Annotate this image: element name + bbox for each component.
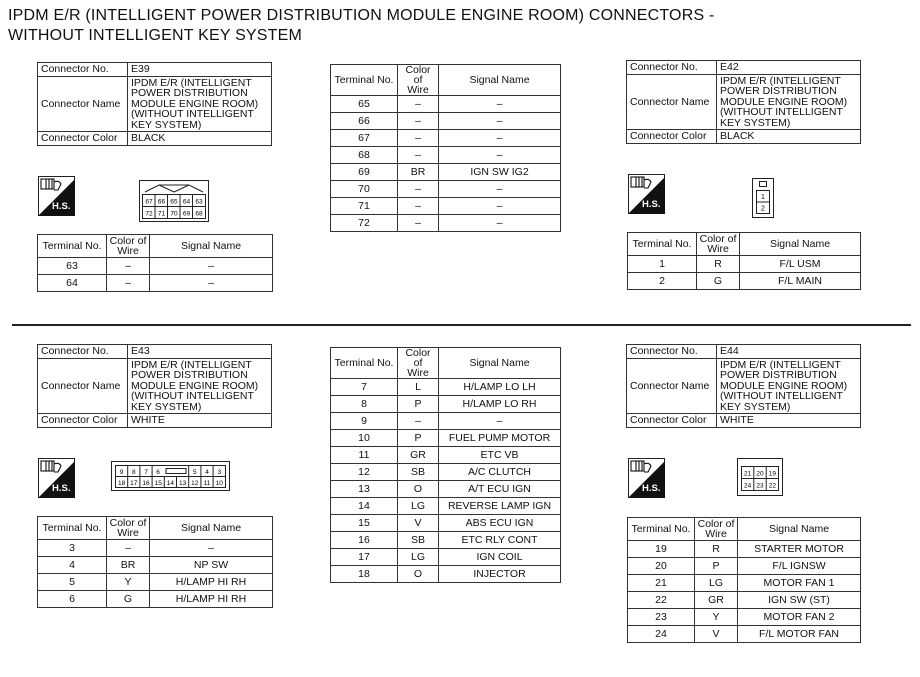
terminal-no-cell: 71 — [331, 198, 398, 215]
terminal-no-cell: 72 — [331, 215, 398, 232]
terminal-no-cell: 69 — [331, 164, 398, 181]
table-row — [331, 515, 561, 532]
e43-pin: 18 — [117, 480, 126, 487]
signal-name-cell: MOTOR FAN 2 — [738, 609, 861, 626]
color-of-wire-header — [398, 348, 439, 379]
terminal-no-cell: 13 — [331, 481, 398, 498]
terminal-no-cell: 4 — [38, 557, 107, 574]
wire-color-cell: – — [398, 96, 439, 113]
connector-no-label: Connector No. — [38, 345, 128, 359]
terminal-no-cell: 8 — [331, 396, 398, 413]
e42-pin: 1 — [761, 194, 765, 201]
terminal-no-cell: 7 — [331, 379, 398, 396]
e43-pin: 9 — [119, 469, 124, 476]
e43-pin: 8 — [131, 469, 136, 476]
table-row — [331, 147, 561, 164]
e43-pin: 4 — [205, 469, 209, 476]
e39-info-table — [37, 62, 272, 146]
table-row — [628, 541, 861, 558]
wire-color-cell: – — [398, 113, 439, 130]
terminal-no-cell: 18 — [331, 566, 398, 583]
signal-name-cell: FUEL PUMP MOTOR — [439, 430, 561, 447]
wire-color-cell: L — [398, 379, 439, 396]
connector-no-label: Connector No. — [627, 61, 717, 75]
wire-color-cell: – — [398, 130, 439, 147]
terminal-no-cell: 21 — [628, 575, 695, 592]
signal-name-cell: ETC RLY CONT — [439, 532, 561, 549]
e42-pin: 2 — [761, 205, 765, 213]
terminal-no-cell: 65 — [331, 96, 398, 113]
wire-color-cell: LG — [695, 575, 738, 592]
wire-color-cell: V — [695, 626, 738, 643]
table-row — [331, 164, 561, 181]
signal-name-header: Signal Name — [150, 235, 273, 258]
terminal-no-cell: 68 — [331, 147, 398, 164]
table-row — [331, 215, 561, 232]
wire-color-cell: – — [398, 215, 439, 232]
terminal-no-header: Terminal No. — [38, 235, 107, 258]
terminal-no-cell: 22 — [628, 592, 695, 609]
table-row — [331, 96, 561, 113]
signal-name-header: Signal Name — [150, 517, 273, 540]
terminal-no-cell: 24 — [628, 626, 695, 643]
color-of-wire-header-line1: Color of — [697, 518, 735, 530]
terminal-no-cell: 10 — [331, 430, 398, 447]
signal-name-cell: INJECTOR — [439, 566, 561, 583]
e39-pin: 67 — [145, 198, 153, 206]
color-of-wire-header — [398, 65, 439, 96]
e39-terminal-table — [37, 234, 273, 292]
e39-connector-face — [139, 180, 209, 222]
table-row — [331, 130, 561, 147]
e44-pin: 20 — [756, 470, 764, 478]
section-divider — [12, 324, 911, 326]
hs-label: H.S. — [642, 199, 661, 210]
title-line-1: IPDM E/R (INTELLIGENT POWER DISTRIBUTION MODULE ENGINE ROOM) CONNECTORS - — [8, 7, 715, 24]
wire-color-cell: R — [695, 541, 738, 558]
signal-name-cell: H/LAMP HI RH — [150, 591, 273, 608]
e44-pin: 19 — [768, 470, 777, 478]
table-row — [628, 256, 861, 273]
wire-color-cell: O — [398, 566, 439, 583]
wire-color-cell: GR — [695, 592, 738, 609]
e42-connector-color: BLACK — [717, 130, 861, 144]
e43-pin: 5 — [192, 469, 197, 476]
e44-terminal-table — [627, 517, 861, 643]
signal-name-cell: – — [439, 113, 561, 130]
table-row — [331, 113, 561, 130]
signal-name-cell: – — [150, 540, 273, 557]
signal-name-cell: – — [439, 96, 561, 113]
e39-pin: 65 — [170, 198, 178, 206]
terminal-no-header: Terminal No. — [628, 518, 695, 541]
e39-connector-color: BLACK — [128, 132, 272, 146]
e43-connector-no: E43 — [128, 345, 272, 359]
e43-pin: 7 — [144, 469, 148, 476]
signal-name-header: Signal Name — [738, 518, 861, 541]
signal-name-cell: ETC VB — [439, 447, 561, 464]
e44-connector-color: WHITE — [717, 414, 861, 428]
page-title — [8, 6, 715, 46]
table-row — [331, 181, 561, 198]
signal-name-cell: ABS ECU IGN — [439, 515, 561, 532]
table-row — [38, 557, 273, 574]
e42-connector-name: IPDM E/R (INTELLIGENT POWER DISTRIBUTION MODULE ENGINE ROOM) (WITHOUT INTELLIGENT KEY SYSTEM) — [717, 74, 861, 130]
terminal-no-cell: 67 — [331, 130, 398, 147]
signal-name-cell: IGN SW (ST) — [738, 592, 861, 609]
wire-color-cell: LG — [398, 498, 439, 515]
table-row — [331, 413, 561, 430]
e43-pin: 3 — [217, 469, 222, 476]
e43-pin: 11 — [203, 480, 211, 487]
wire-color-cell: LG — [398, 549, 439, 566]
signal-name-cell: – — [439, 130, 561, 147]
table-row — [38, 275, 273, 292]
signal-name-cell: – — [150, 275, 273, 292]
signal-name-cell: H/LAMP LO RH — [439, 396, 561, 413]
terminal-no-cell: 17 — [331, 549, 398, 566]
table-row — [38, 591, 273, 608]
hs-label: H.S. — [642, 483, 661, 494]
wire-color-cell: P — [695, 558, 738, 575]
table-row — [628, 273, 861, 290]
terminal-no-cell: 1 — [628, 256, 697, 273]
color-of-wire-header-line2: Wire — [705, 528, 727, 540]
wire-color-cell: – — [107, 258, 150, 275]
terminal-no-cell: 16 — [331, 532, 398, 549]
e39-pin: 69 — [182, 210, 191, 218]
connector-name-label: Connector Name — [38, 358, 128, 414]
e43-pin: 6 — [156, 469, 160, 476]
connector-name-label: Connector Name — [627, 74, 717, 130]
e43-terminal-table-2 — [330, 347, 561, 583]
terminal-no-cell: 12 — [331, 464, 398, 481]
wire-color-cell: – — [398, 181, 439, 198]
table-row — [331, 198, 561, 215]
color-of-wire-header-line2: Wire — [117, 527, 139, 539]
e44-pin: 24 — [743, 482, 752, 490]
e43-pin: 13 — [178, 480, 187, 487]
signal-name-cell: NP SW — [150, 557, 273, 574]
terminal-no-header: Terminal No. — [331, 348, 398, 379]
color-of-wire-header-line2: Wire — [407, 367, 429, 379]
wire-color-cell: – — [398, 147, 439, 164]
connector-color-label: Connector Color — [38, 132, 128, 146]
terminal-no-cell: 6 — [38, 591, 107, 608]
hs-icon — [38, 458, 75, 498]
table-row — [331, 464, 561, 481]
color-of-wire-header-line1: Color of — [699, 233, 737, 245]
signal-name-header: Signal Name — [740, 233, 861, 256]
terminal-no-cell: 70 — [331, 181, 398, 198]
e43-connector-face — [111, 461, 230, 491]
color-of-wire-header — [697, 233, 740, 256]
signal-name-cell: – — [439, 215, 561, 232]
wire-color-cell: G — [697, 273, 740, 290]
e39-pin: 64 — [182, 198, 191, 206]
wire-color-cell: O — [398, 481, 439, 498]
table-row — [331, 447, 561, 464]
wire-color-cell: G — [107, 591, 150, 608]
hs-icon — [628, 458, 665, 498]
color-of-wire-header-line1: Color of — [109, 235, 147, 247]
connector-no-label: Connector No. — [627, 345, 717, 359]
color-of-wire-header — [107, 235, 150, 258]
wire-color-cell: BR — [107, 557, 150, 574]
table-row — [331, 532, 561, 549]
terminal-no-cell: 66 — [331, 113, 398, 130]
terminal-no-cell: 63 — [38, 258, 107, 275]
terminal-no-header: Terminal No. — [331, 65, 398, 96]
e39-pin: 68 — [195, 210, 203, 218]
signal-name-cell: – — [439, 147, 561, 164]
signal-name-cell: – — [150, 258, 273, 275]
signal-name-cell: F/L IGNSW — [738, 558, 861, 575]
e44-pin: 21 — [743, 470, 752, 478]
table-row — [331, 566, 561, 583]
table-row — [628, 609, 861, 626]
e39-pin: 72 — [145, 210, 153, 218]
wire-color-cell: R — [697, 256, 740, 273]
wire-color-cell: GR — [398, 447, 439, 464]
signal-name-cell: H/LAMP LO LH — [439, 379, 561, 396]
table-row — [628, 626, 861, 643]
terminal-no-header: Terminal No. — [38, 517, 107, 540]
signal-name-cell: – — [439, 181, 561, 198]
signal-name-cell: – — [439, 413, 561, 430]
e43-pin: 15 — [154, 480, 162, 487]
color-of-wire-header — [107, 517, 150, 540]
terminal-no-cell: 11 — [331, 447, 398, 464]
table-row — [331, 481, 561, 498]
e39-pin: 63 — [195, 198, 203, 206]
e43-connector-color: WHITE — [128, 414, 272, 428]
e44-pin: 23 — [756, 482, 764, 490]
table-row — [331, 379, 561, 396]
terminal-no-cell: 3 — [38, 540, 107, 557]
color-of-wire-header-line1: Color of — [109, 517, 147, 529]
e39-connector-no: E39 — [128, 63, 272, 77]
wire-color-cell: – — [398, 413, 439, 430]
signal-name-cell: STARTER MOTOR — [738, 541, 861, 558]
title-line-2: WITHOUT INTELLIGENT KEY SYSTEM — [8, 27, 303, 44]
terminal-no-cell: 9 — [331, 413, 398, 430]
table-row — [38, 258, 273, 275]
signal-name-cell: MOTOR FAN 1 — [738, 575, 861, 592]
e43-pin: 12 — [191, 480, 199, 487]
table-row — [38, 540, 273, 557]
terminal-no-cell: 64 — [38, 275, 107, 292]
wire-color-cell: – — [398, 198, 439, 215]
connector-name-label: Connector Name — [38, 76, 128, 132]
e43-pin: 10 — [215, 480, 223, 487]
signal-name-cell: F/L USM — [740, 256, 861, 273]
e42-info-table — [626, 60, 861, 144]
e39-pin: 66 — [157, 198, 166, 206]
e43-terminal-table — [37, 516, 273, 608]
table-row — [628, 592, 861, 609]
connector-color-label: Connector Color — [627, 414, 717, 428]
e42-connector-face — [752, 178, 774, 218]
hs-label: H.S. — [52, 201, 71, 212]
e43-connector-name: IPDM E/R (INTELLIGENT POWER DISTRIBUTION MODULE ENGINE ROOM) (WITHOUT INTELLIGENT KEY SYSTEM) — [128, 358, 272, 414]
wire-color-cell: – — [107, 275, 150, 292]
signal-name-cell: IGN COIL — [439, 549, 561, 566]
table-row — [628, 575, 861, 592]
e44-pin: 22 — [768, 482, 777, 490]
color-of-wire-header — [695, 518, 738, 541]
terminal-no-cell: 20 — [628, 558, 695, 575]
wire-color-cell: SB — [398, 464, 439, 481]
signal-name-cell: – — [439, 198, 561, 215]
hs-label: H.S. — [52, 483, 71, 494]
terminal-no-header: Terminal No. — [628, 233, 697, 256]
table-row — [38, 574, 273, 591]
e39-pin: 70 — [170, 210, 178, 218]
e43-pin: 17 — [130, 480, 138, 487]
color-of-wire-header-line1: Color of — [405, 347, 431, 369]
hs-icon — [628, 174, 665, 214]
e43-info-table — [37, 344, 272, 428]
signal-name-header: Signal Name — [439, 65, 561, 96]
table-row — [331, 549, 561, 566]
signal-name-cell: A/C CLUTCH — [439, 464, 561, 481]
e39-terminal-table-2 — [330, 64, 561, 232]
table-row — [331, 396, 561, 413]
terminal-no-cell: 14 — [331, 498, 398, 515]
terminal-no-cell: 2 — [628, 273, 697, 290]
wire-color-cell: SB — [398, 532, 439, 549]
terminal-no-cell: 23 — [628, 609, 695, 626]
e43-pin: 16 — [142, 480, 150, 487]
wire-color-cell: V — [398, 515, 439, 532]
wire-color-cell: Y — [695, 609, 738, 626]
signal-name-cell: F/L MAIN — [740, 273, 861, 290]
connector-color-label: Connector Color — [627, 130, 717, 144]
e42-connector-no: E42 — [717, 61, 861, 75]
connector-color-label: Connector Color — [38, 414, 128, 428]
e44-connector-no: E44 — [717, 345, 861, 359]
signal-name-cell: F/L MOTOR FAN — [738, 626, 861, 643]
table-row — [331, 430, 561, 447]
e43-pin: 14 — [166, 480, 175, 487]
connector-name-label: Connector Name — [627, 358, 717, 414]
signal-name-cell: IGN SW IG2 — [439, 164, 561, 181]
wire-color-cell: BR — [398, 164, 439, 181]
color-of-wire-header-line2: Wire — [707, 243, 729, 255]
e44-connector-name: IPDM E/R (INTELLIGENT POWER DISTRIBUTION MODULE ENGINE ROOM) (WITHOUT INTELLIGENT KEY SYSTEM) — [717, 358, 861, 414]
table-row — [331, 498, 561, 515]
e44-connector-face — [737, 458, 783, 496]
signal-name-cell: REVERSE LAMP IGN — [439, 498, 561, 515]
signal-name-cell: A/T ECU IGN — [439, 481, 561, 498]
wire-color-cell: – — [107, 540, 150, 557]
terminal-no-cell: 15 — [331, 515, 398, 532]
signal-name-cell: H/LAMP HI RH — [150, 574, 273, 591]
terminal-no-cell: 19 — [628, 541, 695, 558]
wire-color-cell: P — [398, 430, 439, 447]
color-of-wire-header-line1: Color of — [405, 64, 431, 86]
wire-color-cell: P — [398, 396, 439, 413]
e44-info-table — [626, 344, 861, 428]
signal-name-header: Signal Name — [439, 348, 561, 379]
color-of-wire-header-line2: Wire — [117, 245, 139, 257]
hs-icon — [38, 176, 75, 216]
connector-no-label: Connector No. — [38, 63, 128, 77]
e42-terminal-table — [627, 232, 861, 290]
color-of-wire-header-line2: Wire — [407, 84, 429, 96]
table-row — [628, 558, 861, 575]
terminal-no-cell: 5 — [38, 574, 107, 591]
e39-connector-name: IPDM E/R (INTELLIGENT POWER DISTRIBUTION MODULE ENGINE ROOM) (WITHOUT INTELLIGENT KEY SYSTEM) — [128, 76, 272, 132]
e39-pin: 71 — [157, 210, 166, 218]
wire-color-cell: Y — [107, 574, 150, 591]
